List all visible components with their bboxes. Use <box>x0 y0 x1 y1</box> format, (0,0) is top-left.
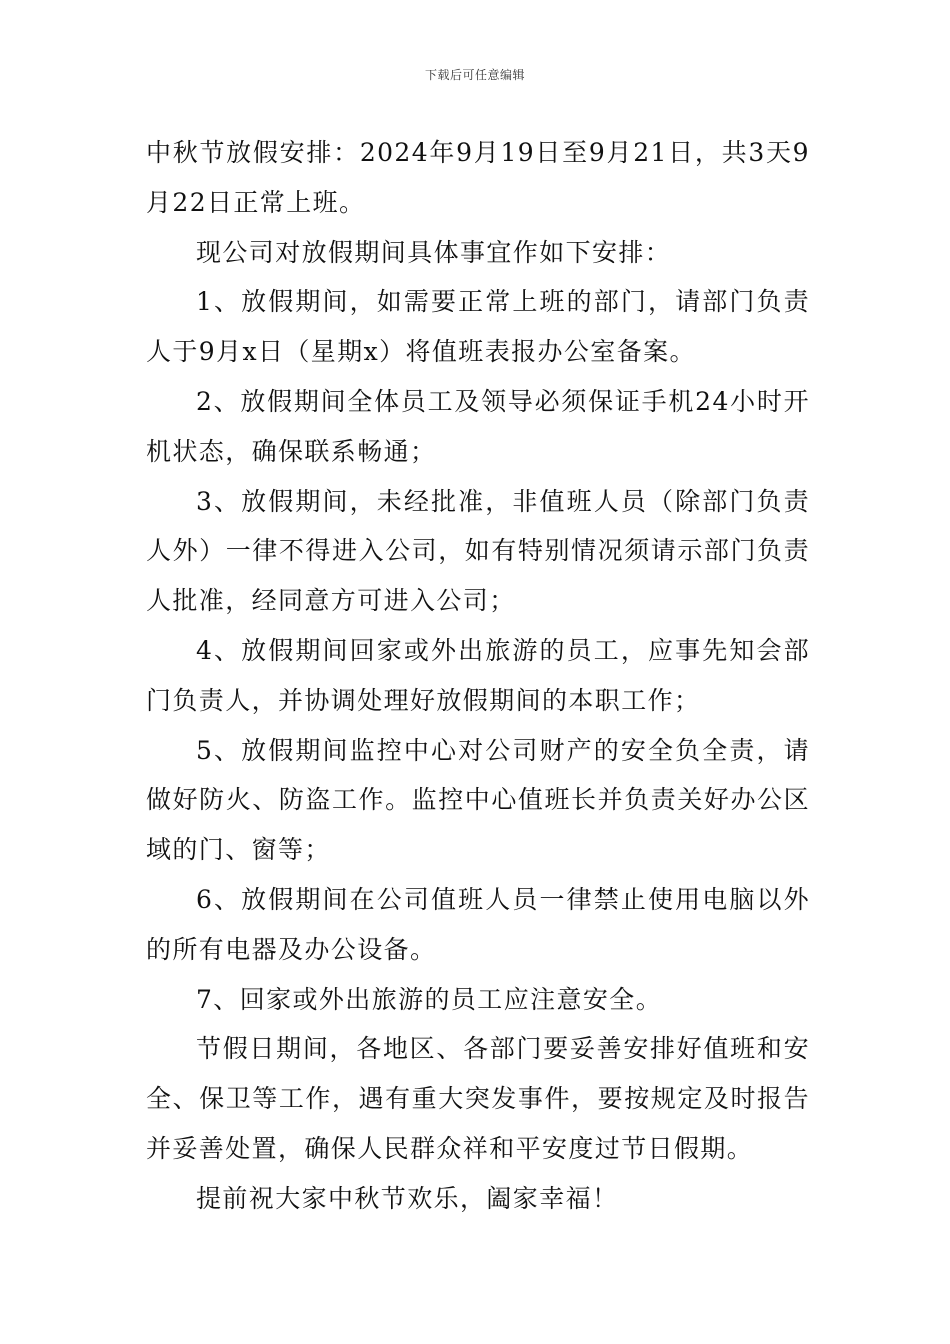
paragraph-item-6: 6、放假期间在公司值班人员一律禁止使用电脑以外的所有电器及办公设备。 <box>146 884 810 964</box>
paragraph-item-4: 4、放假期间回家或外出旅游的员工，应事先知会部门负责人，并协调处理好放假期间的本职工作； <box>146 635 810 715</box>
paragraph-item-7: 7、回家或外出旅游的员工应注意安全。 <box>196 984 663 1014</box>
paragraph-holiday-schedule: 中秋节放假安排：2024年9月19日至9月21日，共3天9月22日正常上班。 <box>146 138 810 217</box>
paragraph-item-5: 5、放假期间监控中心对公司财产的安全负全责，请做好防火、防盗工作。监控中心值班长并负责关好办公区域的门、窗等； <box>146 735 810 865</box>
header-note: 下载后可任意编辑 <box>424 68 525 82</box>
paragraph-greeting: 提前祝大家中秋节欢乐，阖家幸福！ <box>196 1183 619 1213</box>
paragraph-item-3: 3、放假期间，未经批准，非值班人员（除部门负责人外）一律不得进入公司，如有特别情况须请示部门负责人批准，经同意方可进入公司； <box>146 486 810 616</box>
paragraph-item-2: 2、放假期间全体员工及领导必须保证手机24小时开机状态，确保联系畅通； <box>146 386 810 466</box>
paragraph-item-1: 1、放假期间，如需要正常上班的部门，请部门负责人于9月x日（星期x）将值班表报办公室备案。 <box>146 287 810 367</box>
document-body <box>146 128 810 1224</box>
paragraph-holiday-duty: 节假日期间，各地区、各部门要妥善安排好值班和安全、保卫等工作，遇有重大突发事件，要按规定及时报告并妥善处置，确保人民群众祥和平安度过节日假期。 <box>146 1034 810 1163</box>
paragraph-arrangement-intro: 现公司对放假期间具体事宜作如下安排： <box>196 237 672 267</box>
